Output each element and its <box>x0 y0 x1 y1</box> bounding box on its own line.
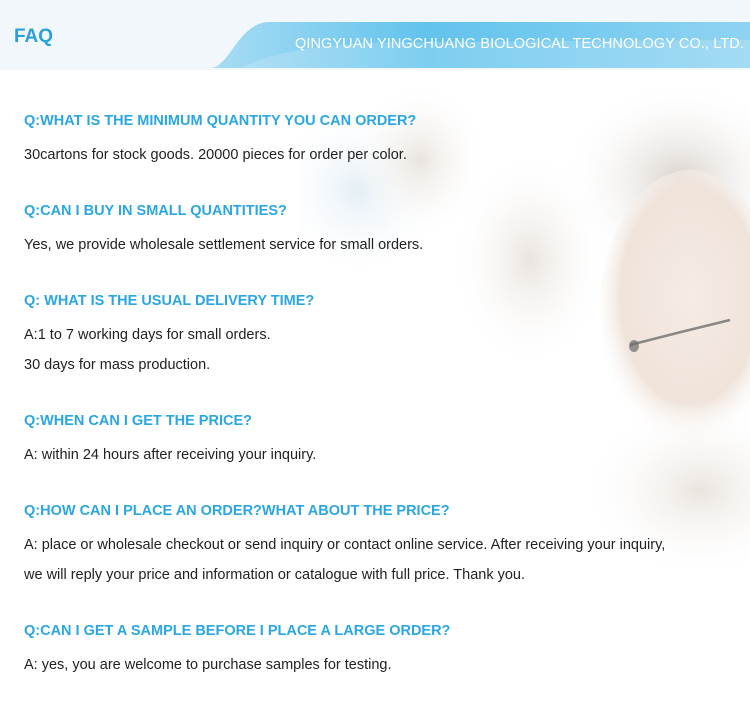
faq-item <box>24 410 744 470</box>
faq-question: Q:CAN I BUY IN SMALL QUANTITIES? <box>24 203 287 219</box>
faq-list <box>24 110 744 680</box>
header-bar <box>0 0 750 70</box>
faq-answer: A: yes, you are welcome to purchase samples for testing. <box>24 657 392 673</box>
page-title: FAQ <box>14 26 54 47</box>
faq-question: Q:HOW CAN I PLACE AN ORDER?WHAT ABOUT THE PRICE? <box>24 503 450 519</box>
company-name: QINGYUAN YINGCHUANG BIOLOGICAL TECHNOLOGY CO., LTD. <box>294 36 744 52</box>
faq-answer: A: within 24 hours after receiving your inquiry. <box>24 447 317 463</box>
faq-answer: we will reply your price and information or catalogue with full price. Thank you. <box>24 567 526 583</box>
faq-answer: A: place or wholesale checkout or send inquiry or contact online service. After receiving your inquiry, <box>24 537 666 553</box>
faq-item <box>24 200 744 260</box>
faq-answer: A:1 to 7 working days for small orders. <box>24 327 271 343</box>
faq-item <box>24 620 744 680</box>
faq-item <box>24 290 744 380</box>
faq-answer: Yes, we provide wholesale settlement service for small orders. <box>24 237 424 253</box>
faq-answer: 30 days for mass production. <box>24 357 211 373</box>
faq-item <box>24 500 744 590</box>
faq-item <box>24 110 744 170</box>
faq-question: Q: WHAT IS THE USUAL DELIVERY TIME? <box>24 293 315 309</box>
faq-question: Q:CAN I GET A SAMPLE BEFORE I PLACE A LARGE ORDER? <box>24 623 451 639</box>
faq-answer: 30cartons for stock goods. 20000 pieces for order per color. <box>24 147 407 163</box>
faq-question: Q:WHEN CAN I GET THE PRICE? <box>24 413 252 429</box>
faq-question: Q:WHAT IS THE MINIMUM QUANTITY YOU CAN ORDER? <box>24 113 417 129</box>
